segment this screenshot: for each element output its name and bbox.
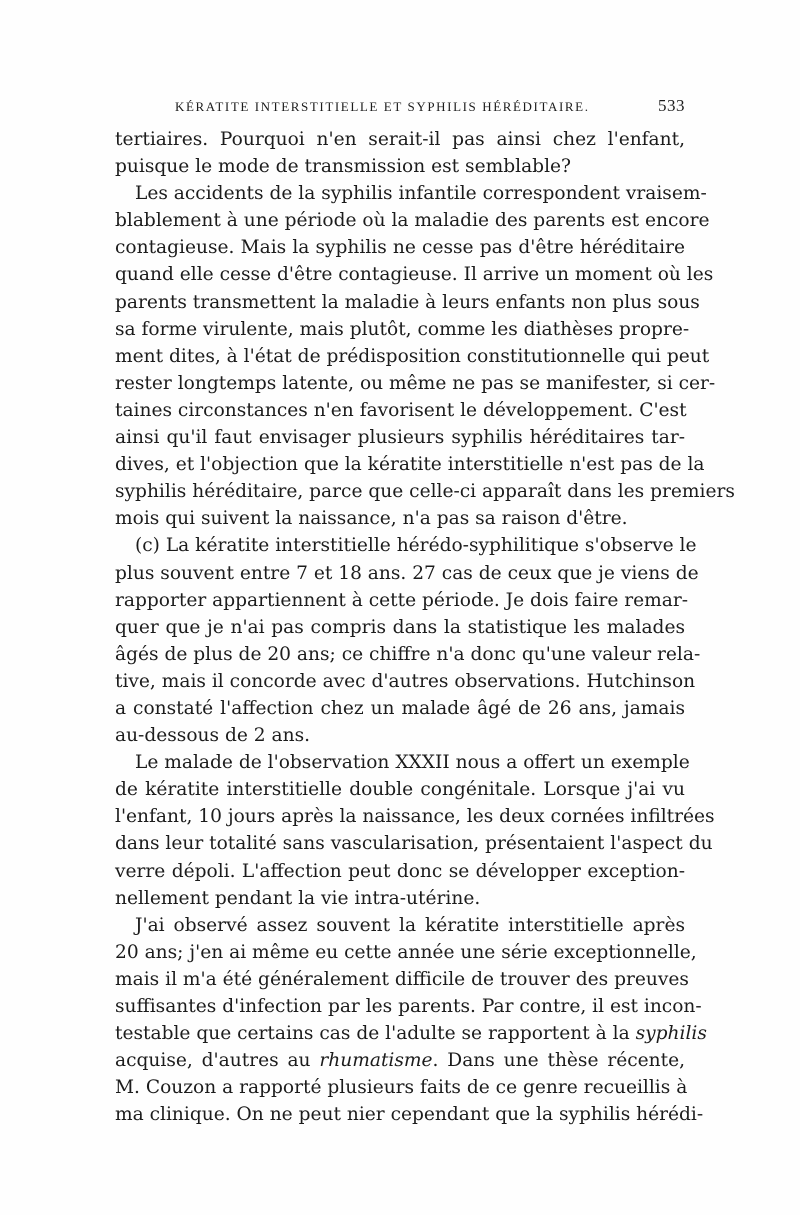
text-line: suffisantes d'infection par les parents. Par contre, il est incon- bbox=[115, 996, 702, 1017]
running-head bbox=[115, 96, 685, 122]
text-line: l'enfant, 10 jours après la naissance, les deux cornées infiltrées bbox=[115, 806, 715, 828]
text-line: rapporter appartiennent à cette période. Je dois faire remar- bbox=[115, 589, 689, 611]
page-number: 533 bbox=[658, 96, 685, 115]
text-line: taines circonstances n'en favorisent le développement. C'est bbox=[115, 399, 687, 421]
text-line: testable que certains cas de l'adulte se rapportent à la syphilis bbox=[115, 1023, 707, 1045]
text-line: Le malade de l'observation XXXII nous a offert un exemple bbox=[135, 752, 690, 774]
text-line: tive, mais il concorde avec d'autres observations. Hutchinson bbox=[115, 670, 696, 692]
text-line: quand elle cesse d'être contagieuse. Il arrive un moment où les bbox=[115, 264, 714, 286]
text-line: ainsi qu'il faut envisager plusieurs syphilis héréditaires tar- bbox=[115, 427, 685, 449]
text-line: au-dessous de 2 ans. bbox=[115, 725, 311, 747]
text-line: syphilis héréditaire, parce que celle-ci apparaît dans les premiers bbox=[115, 481, 735, 503]
text-line: mais il m'a été généralement difficile de trouver des preuves bbox=[115, 968, 689, 990]
text-line: dives, et l'objection que la kératite interstitielle n'est pas de la bbox=[115, 454, 705, 476]
text-line: verre dépoli. L'affection peut donc se développer exception- bbox=[115, 860, 685, 882]
text-line: acquise, d'autres au rhumatisme. Dans une thèse récente, bbox=[115, 1050, 685, 1072]
text-line: contagieuse. Mais la syphilis ne cesse pas d'être héréditaire bbox=[115, 237, 685, 259]
text-line: ment dites, à l'état de prédisposition constitutionnelle qui peut bbox=[115, 345, 710, 367]
text-line: de kératite interstitielle double congénitale. Lorsque j'ai vu bbox=[115, 779, 685, 801]
text-line: nellement pendant la vie intra-utérine. bbox=[115, 887, 481, 909]
text-line: rester longtemps latente, ou même ne pas se manifester, si cer- bbox=[115, 372, 716, 394]
text-line: dans leur totalité sans vascularisation, présentaient l'aspect du bbox=[115, 833, 713, 855]
text-line: 20 ans; j'en ai même eu cette année une série exceptionnelle, bbox=[115, 941, 697, 963]
text-line: a constaté l'affection chez un malade âgé de 26 ans, jamais bbox=[115, 697, 685, 719]
body-text bbox=[115, 126, 735, 1128]
text-line: parents transmettent la maladie à leurs enfants non plus sous bbox=[115, 291, 700, 313]
text-line: ma clinique. On ne peut nier cependant que la syphilis hérédi- bbox=[115, 1104, 704, 1126]
text-line: puisque le mode de transmission est semblable? bbox=[115, 156, 571, 178]
text-line: plus souvent entre 7 et 18 ans. 27 cas de ceux que je viens de bbox=[115, 562, 699, 584]
text-line: M. Couzon a rapporté plusieurs faits de ce genre recueillis à bbox=[115, 1077, 688, 1099]
text-line: blablement à une période où la maladie des parents est encore bbox=[115, 210, 710, 232]
text-line: quer que je n'ai pas compris dans la statistique les malades bbox=[115, 616, 685, 638]
text-line: J'ai observé assez souvent la kératite interstitielle après bbox=[135, 914, 685, 936]
text-line: tertiaires. Pourquoi n'en serait-il pas ainsi chez l'enfant, bbox=[115, 129, 685, 150]
running-head-title: KÉRATITE INTERSTITIELLE ET SYPHILIS HÉRÉDITAIRE. bbox=[175, 99, 590, 114]
text-line: (c) La kératite interstitielle hérédo-syphilitique s'observe le bbox=[135, 535, 697, 557]
text-line: sa forme virulente, mais plutôt, comme les diathèses propre- bbox=[115, 318, 690, 340]
text-line: âgés de plus de 20 ans; ce chiffre n'a donc qu'une valeur rela- bbox=[115, 643, 701, 665]
text-line: Les accidents de la syphilis infantile correspondent vraisem- bbox=[135, 183, 707, 205]
text-line: mois qui suivent la naissance, n'a pas sa raison d'être. bbox=[115, 508, 628, 530]
